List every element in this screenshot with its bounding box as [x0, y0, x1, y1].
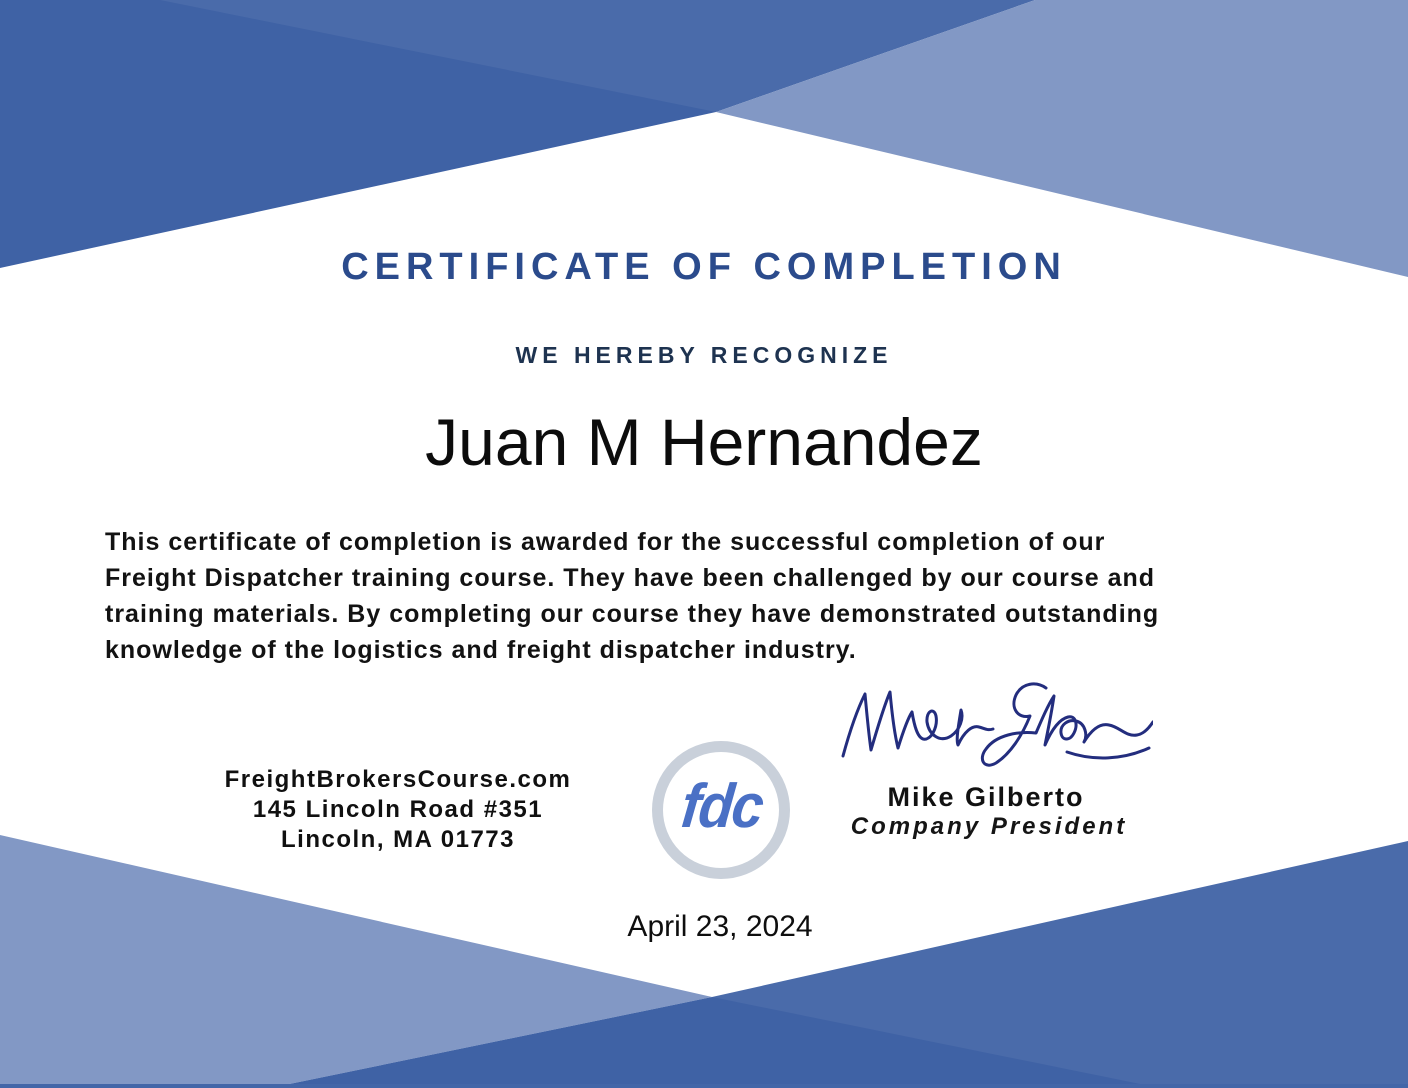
bottom-edge-strip — [0, 1084, 1408, 1088]
certificate-subtitle: WE HEREBY RECOGNIZE — [515, 342, 893, 368]
body-line: Freight Dispatcher training course. They have been challenged by our course and — [105, 564, 1156, 592]
signer-title: Company President — [850, 813, 1128, 840]
body-line: This certificate of completion is awarded for the successful completion of our — [105, 528, 1106, 556]
fdc-logo-text: fdc — [677, 771, 766, 841]
signature-ink — [833, 678, 1153, 782]
body-line: training materials. By completing our course they have demonstrated outstanding — [105, 600, 1160, 628]
signature-stroke-tail — [1067, 748, 1149, 758]
signature-stroke-first-name — [843, 692, 993, 756]
certificate-body — [105, 524, 1315, 668]
issuer-address-block — [225, 765, 572, 855]
certificate-title: CERTIFICATE OF COMPLETION — [341, 246, 1067, 288]
recipient-name: Juan M Hernandez — [425, 405, 983, 479]
issuer-address-line2: Lincoln, MA 01773 — [281, 826, 515, 853]
fdc-logo — [652, 741, 790, 879]
signer-name: Mike Gilberto — [887, 782, 1085, 812]
issuer-website: FreightBrokersCourse.com — [224, 766, 572, 793]
body-line: knowledge of the logistics and freight dispatcher industry. — [105, 636, 857, 664]
issuer-address-line1: 145 Lincoln Road #351 — [252, 796, 544, 823]
completion-date: April 23, 2024 — [627, 910, 813, 943]
